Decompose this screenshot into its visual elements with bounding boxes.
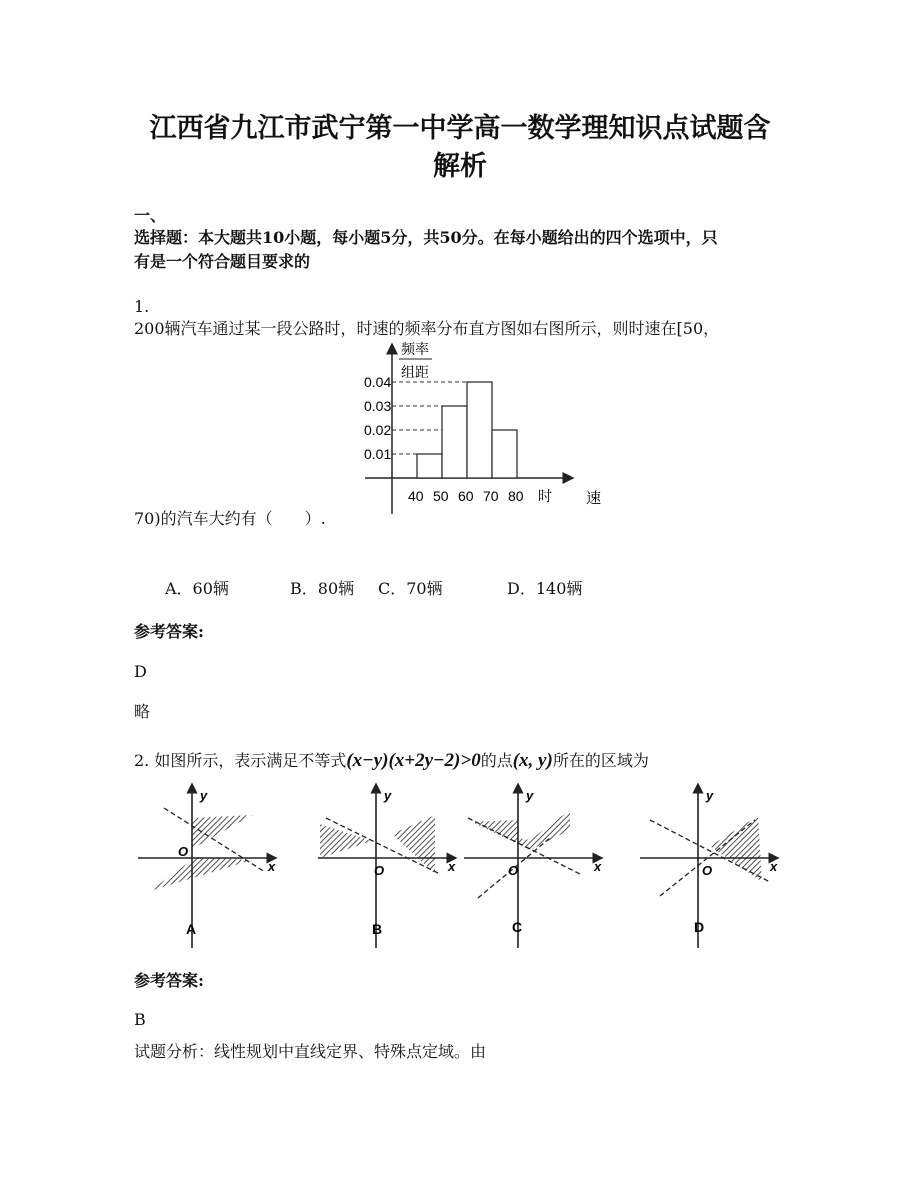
q1-option-a[interactable]: A．60辆 <box>165 579 229 598</box>
section-instruction-line-2: 有是一个符合题目要求的 <box>134 252 311 271</box>
page-title <box>0 110 920 186</box>
q2-analysis: 试题分析：线性规划中直线定界、特殊点定域。由 <box>134 1042 487 1061</box>
graph-c[interactable] <box>464 784 602 948</box>
q1-answer: D <box>134 662 147 681</box>
q2-inequality: (x−y)(x+2y−2)>0 <box>346 750 481 771</box>
title-line-1: 江西省九江市武宁第一中学高一数学理知识点试题含 <box>149 113 771 144</box>
q1-stem-line-2: 70)的汽车大约有（ ）. <box>134 509 326 528</box>
histogram-bar-50-60 <box>442 406 467 478</box>
histogram-y-tick-0.04: 0.04 <box>364 374 392 390</box>
q2-point: (x, y) <box>512 750 553 771</box>
q2-answer-label: 参考答案: <box>134 971 204 990</box>
frequency-histogram <box>360 338 610 518</box>
histogram-ylabel-top: 频率 <box>401 341 429 357</box>
q2-stem-prefix: 2. 如图所示，表示满足不等式 <box>134 751 347 770</box>
histogram-y-tick-0.01: 0.01 <box>364 446 392 462</box>
histogram-bar-70-80 <box>492 430 517 478</box>
q1-option-d[interactable]: D．140辆 <box>507 579 583 598</box>
q1-answer-label: 参考答案: <box>134 622 204 641</box>
histogram-bar-40-50 <box>417 454 442 478</box>
graph-c-x-label: x <box>594 859 602 874</box>
title-line-2: 解析 <box>433 151 487 182</box>
graph-c-label: C <box>512 919 523 935</box>
histogram-x-tick-50: 50 <box>433 488 449 504</box>
graph-a-label: A <box>186 921 197 937</box>
q1-number: 1. <box>134 297 150 316</box>
graph-a-region-lower <box>150 857 252 891</box>
histogram-x-unit: 时 <box>538 488 552 504</box>
histogram-x-axis-label: 速 <box>586 490 602 507</box>
graph-a-y-label: y <box>200 788 208 803</box>
histogram-y-tick-0.02: 0.02 <box>364 422 392 438</box>
graph-b-region-left <box>320 824 372 858</box>
histogram-x-tick-70: 70 <box>483 488 499 504</box>
graph-b-y-label: y <box>384 788 392 803</box>
histogram-bar-60-70 <box>467 382 492 478</box>
graph-d[interactable] <box>640 784 778 948</box>
q1-option-c[interactable]: C．70辆 <box>378 579 443 598</box>
histogram-ylabel-bottom: 组距 <box>401 364 429 380</box>
q2-stem <box>134 750 649 772</box>
graph-d-origin: O <box>702 863 713 878</box>
q2-stem-suffix: 所在的区域为 <box>552 751 649 770</box>
graph-d-y-label: y <box>706 788 714 803</box>
section-number: 一、 <box>134 206 167 225</box>
histogram-y-tick-0.03: 0.03 <box>364 398 392 414</box>
q1-stem-line-1: 200辆汽车通过某一段公路时，时速的频率分布直方图如右图所示，则时速在[50， <box>134 319 720 338</box>
region-graphs <box>130 778 790 958</box>
graph-b-x-label: x <box>448 859 456 874</box>
graph-d-label: D <box>694 919 705 935</box>
q1-option-b[interactable]: B．80辆 <box>290 579 355 598</box>
histogram-x-tick-80: 80 <box>508 488 524 504</box>
graph-d-x-label: x <box>770 859 778 874</box>
section-instruction-line-1: 选择题：本大题共10小题，每小题5分，共50分。在每小题给出的四个选项中，只 <box>134 228 718 247</box>
q1-analysis: 略 <box>134 702 151 721</box>
histogram-x-tick-60: 60 <box>458 488 474 504</box>
graph-c-y-label: y <box>526 788 534 803</box>
graph-b-region-right <box>392 815 435 874</box>
graph-b-label: B <box>372 921 383 937</box>
histogram-x-tick-40: 40 <box>408 488 424 504</box>
graph-a-origin: O <box>178 844 189 859</box>
q2-answer: B <box>134 1010 146 1029</box>
graph-a[interactable] <box>138 784 276 948</box>
graph-b-origin: O <box>374 863 385 878</box>
graph-b[interactable] <box>318 784 456 948</box>
q2-stem-mid: 的点 <box>480 751 513 770</box>
graph-c-origin: O <box>508 863 519 878</box>
graph-a-x-label: x <box>268 859 276 874</box>
